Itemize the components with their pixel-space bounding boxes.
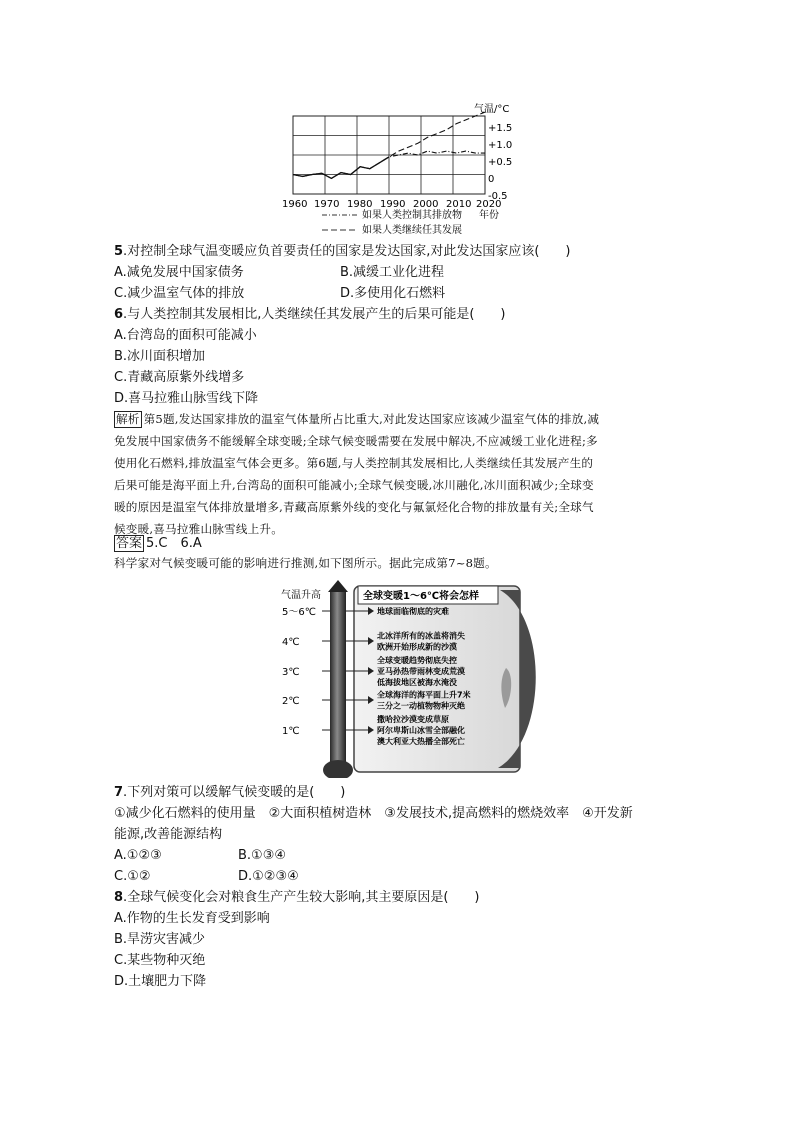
temperature-level-label: 3℃ [282,667,300,678]
analysis-tag: 解析 [116,412,140,426]
q5-option-c: C.减少温室气体的排放 [114,286,245,301]
q8-option-c: C.某些物种灭绝 [114,953,206,968]
xtick-label: 2020 [476,199,502,210]
q7-option-d: D.①②③④ [238,869,299,884]
xtick-label: 2010 [446,199,472,210]
impact-item: 阿尔卑斯山冰雪全部融化 [377,726,465,735]
q8-option-d: D.土壤肥力下降 [114,974,207,989]
temperature-line-chart [0,0,794,245]
impact-item: 澳大利亚大热播全部死亡 [377,737,465,746]
chart-xlabel: 年份 [479,210,499,221]
thermometer-arrow [328,580,348,592]
impact-item: 撒哈拉沙漠变成草原 [377,715,449,724]
legend-label: 如果人类控制其排放物 [362,210,462,221]
impact-item: 低海拔地区被海水淹没 [377,678,457,687]
q6-option-c: C.青藏高原紫外线增多 [114,370,245,385]
diagram-ylabel: 气温升高 [281,590,321,601]
impact-item: 全球海洋的海平面上升7米 [377,690,471,700]
analysis-line: 后果可能是海平面上升,台湾岛的面积可能减小;全球气候变暖,冰川融化,冰川面积减少;全球变 [114,478,594,492]
q5-option-d: D.多使用化石燃料 [340,286,446,301]
question-number: 5 [114,244,124,259]
question-7-stem: 7.下列对策可以缓解气候变暖的是( ) [114,785,346,800]
q7-choices-line2: 能源,改善能源结构 [114,827,223,842]
ytick-label: +1.0 [488,140,513,151]
xtick-label: 1960 [282,199,308,210]
xtick-label: 1970 [314,199,340,210]
series-line-history [293,157,389,179]
question-8-stem: 8.全球气候变化会对粮食生产产生较大影响,其主要原因是( ) [114,890,480,905]
impact-item: 欧洲开始形成新的沙漠 [377,642,457,652]
impact-item: 北冰洋所有的冰盖将消失 [377,631,465,641]
analysis-line: 解析 第5题,发达国家排放的温室气体量所占比重大,对此发达国家应该减少温室气体的排放,减 [116,412,600,426]
question-5-stem: 5.对控制全球气温变暖应负首要责任的国家是发达国家,对此发达国家应该( ) [114,244,571,259]
impact-item: 三分之一动植物物种灭绝 [377,701,465,711]
thermometer-tube [330,588,346,768]
q6-option-b: B.冰川面积增加 [114,349,206,364]
answer-line [114,534,202,554]
q8-option-b: B.旱涝灾害减少 [114,932,206,947]
ytick-label: -0.5 [488,191,508,202]
ytick-label: +0.5 [488,157,513,168]
ytick-label: +1.5 [488,123,513,134]
xtick-label: 2000 [413,199,439,210]
intro-text: 科学家对气候变暖可能的影响进行推测,如下图所示。据此完成第7~8题。 [114,556,497,570]
question-number: 6 [114,307,124,322]
impact-item: 亚马孙热带雨林变成荒漠 [377,667,465,676]
q7-choices-line1: ①减少化石燃料的使用量 ②大面积植树造林 ③发展技术,提高燃料的燃烧效率 ④开发新 [114,806,633,821]
q8-option-a: A.作物的生长发育受到影响 [114,911,270,926]
thermometer-bulb [323,760,353,778]
impact-item: 地球面临彻底的灾难 [377,607,449,616]
impact-item: 全球变暖趋势彻底失控 [377,656,457,665]
q7-option-b: B.①③④ [238,848,287,863]
question-number: 8 [114,890,124,905]
q7-option-c: C.①② [114,869,151,884]
answer-tag: 答案 [116,536,143,551]
diagram-title: 全球变暖1～6℃将会怎样 [363,591,480,602]
question-6-stem: 6.与人类控制其发展相比,人类继续任其发展产生的后果可能是( ) [114,307,506,322]
q5-option-a: A.减免发展中国家债务 [114,265,244,280]
q7-option-a: A.①②③ [114,848,162,863]
ytick-label: 0 [488,174,495,185]
warming-impact-diagram [0,578,794,778]
analysis-block [114,408,680,540]
answer-text: 5.C 6.A [146,536,202,551]
temperature-level-label: 4℃ [282,637,300,648]
question-number: 7 [114,785,124,800]
analysis-line: 使用化石燃料,排放温室气体会更多。第6题,与人类控制其发展相比,人类继续任其发展产生的 [114,456,594,470]
analysis-line: 免发展中国家债务不能缓解全球变暖;全球气候变暖需要在发展中解决,不应减缓工业化进程;多 [114,434,598,448]
legend-label: 如果人类继续任其发展 [362,225,462,236]
analysis-line: 候变暖,喜马拉雅山脉雪线上升。 [114,522,283,536]
xtick-label: 1990 [380,199,406,210]
chart-ylabel: 气温/°C [474,104,510,115]
temperature-level-label: 2℃ [282,696,300,707]
xtick-label: 1980 [347,199,373,210]
q5-option-b: B.减缓工业化进程 [340,265,445,280]
q6-option-d: D.喜马拉雅山脉雪线下降 [114,391,259,406]
temperature-level-label: 5～6℃ [282,607,316,618]
q6-option-a: A.台湾岛的面积可能减小 [114,328,257,343]
temperature-level-label: 1℃ [282,726,300,737]
analysis-line: 暖的原因是温室气体排放量增多,青藏高原紫外线的变化与氟氯烃化合物的排放量有关;全球气 [114,500,594,514]
